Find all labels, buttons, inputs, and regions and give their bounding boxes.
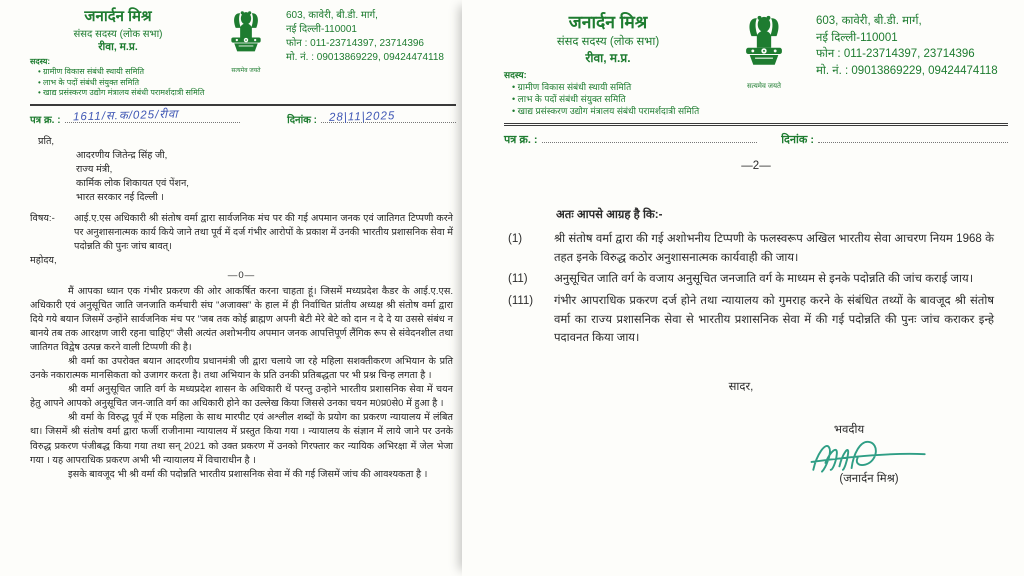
emblem-motto: सत्यमेव जयते — [231, 68, 261, 74]
letter-page-2 — [462, 0, 1024, 576]
request-item-number: (1) — [508, 233, 523, 246]
address-line: 603, कावेरी, बी.डी. मार्ग, — [816, 15, 922, 27]
date-label: दिनांक : — [287, 114, 317, 126]
subject-block — [30, 212, 453, 254]
ref-label: पत्र क्र. : — [30, 114, 61, 126]
date-label: दिनांक : — [781, 133, 814, 146]
committee-list — [504, 69, 712, 118]
recipient-line: कार्मिक लोक शिकायत एवं पेंशन, — [76, 177, 189, 189]
subject-text: आई.ए.एस अधिकारी श्री संतोष वर्मा द्वारा सार्वजनिक मंच पर की गई अपमान जनक एवं जातिगत टिप्पणी करने पर अनुशासनात्मक कार्य किये जाने तथा पूर्व में दर्ज गंभीर आरोपों के प्रकाश में उनकी भारतीय प्रशासनिक सेवा में पदोन्नति की पुनः जांच बावत्। — [74, 213, 453, 253]
handwritten-ref-number: 1611/स.क/025/रीवा — [72, 108, 179, 123]
phone-line: फोन : 011-23714397, 23714396 — [286, 38, 424, 49]
ashoka-emblem-icon — [737, 12, 791, 80]
salutation: महोदय, — [30, 255, 57, 267]
body-paragraph: श्री वर्मा के विरुद्ध पूर्व में एक महिला के साथ मारपीट एवं अश्लील शब्दों के प्रयोग का प्रकरण न्यायालय में लंबित था। जिसमें श्री संतोष वर्मा द्वारा फर्जी राजीनामा न्यायालय में प्रस्तुत किया गया । न्यायालय के संज्ञान में लाये जाने पर उनके विरुद्ध प्रकरण पंजीबद्ध किया गया तथा सन् 2021 को उक्त प्रकरण में उनको गिरफ्तार कर न्यायिक अभिरक्षा में जेल भेजा गया । यह आपराधिक प्रकरण अभी भी न्यायालय में विचाराधीन है । — [30, 412, 453, 466]
ref-label: पत्र क्र. : — [504, 133, 538, 146]
closing-word: भवदीय — [833, 423, 865, 436]
committee-item: • लाभ के पदों संबंधी संयुक्त समिति — [30, 78, 206, 88]
recipient-line: राज्य मंत्री, — [76, 163, 113, 175]
mp-name: जनार्दन मिश्र — [84, 8, 152, 25]
date-field — [781, 130, 1008, 148]
mobile-line: मो. नं. : 09013869229, 09424474118 — [286, 52, 444, 63]
page-number: —2— — [741, 159, 771, 172]
mobile-line: मो. नं. : 09013869229, 09424474118 — [816, 65, 998, 78]
request-item-number: (111) — [508, 295, 534, 308]
handwritten-date: 28|11|2025 — [328, 109, 396, 124]
letterhead — [30, 6, 456, 99]
mp-designation: संसद सदस्य (लोक सभा) — [556, 36, 660, 48]
date-field — [287, 110, 456, 128]
ref-date-row — [30, 104, 456, 128]
letter-body — [30, 135, 456, 482]
signatory-name: (जनार्दन मिश्र) — [839, 473, 899, 486]
mp-city: रीवा, म.प्र. — [98, 41, 138, 53]
members-label: सदस्य: — [30, 57, 51, 66]
letter-body — [504, 206, 1008, 486]
mp-city: रीवा, म.प्र. — [585, 51, 631, 65]
address-block — [816, 10, 998, 80]
signature-block — [794, 421, 944, 489]
letter-page-1 — [0, 0, 462, 576]
request-item-text: श्री संतोष वर्मा द्वारा की गई अशोभनीय टिप्पणी के फलस्वरूप अखिल भारतीय सेवा आचरण नियम 1968 के तहत इनके विरुद्ध कठोर अनुशासनात्मक कार्यवाही की जाय। — [554, 233, 994, 264]
request-item — [504, 292, 1008, 348]
committee-item: • ग्रामीण विकास संबंधी स्थायी समिति — [30, 67, 206, 77]
request-item-text: अनुसूचित जाति वर्ग के वजाय अनुसूचित जनजाति वर्ग के माध्यम से इनके पदोन्नति की जांच कराई जाय। — [554, 273, 974, 286]
mp-name: जनार्दन मिश्र — [568, 12, 648, 32]
ref-date-row — [504, 123, 1008, 148]
emblem-block — [210, 8, 282, 74]
letterhead-identity — [30, 6, 206, 99]
recipient-line: आदरणीय जितेन्द्र सिंह जी, — [76, 149, 168, 161]
address-line: नई दिल्ली-110001 — [286, 24, 357, 35]
section-divider: —0— — [227, 270, 256, 282]
request-item-text: गंभीर आपराधिक प्रकरण दर्ज होने तथा न्यायालय को गुमराह करने के संबंधित तथ्यों के बावजूद श्री संतोष वर्मा का राज्य प्रशासनिक सेवा से भारतीय प्रशासनिक सेवा में की गई पदोन्नति की पुनः जांच कराकर इन्हे पदावनत किया जाय। — [554, 295, 994, 345]
request-item — [504, 270, 1008, 289]
emblem-block — [718, 12, 810, 91]
members-label: सदस्य: — [504, 70, 527, 80]
phone-line: फोन : 011-23714397, 23714396 — [816, 48, 975, 61]
address-line: नई दिल्ली-110001 — [816, 31, 898, 44]
letterhead-identity — [504, 10, 712, 118]
request-item-number: (11) — [508, 273, 528, 286]
body-paragraph: इसके बावजूद भी श्री वर्मा की पदोन्नति भारतीय प्रशासनिक सेवा में की गई जिसमें जांच की आवश्यकता है । — [68, 468, 428, 480]
mp-designation: संसद सदस्य (लोक सभा) — [73, 29, 163, 40]
committee-item: • खाद्य प्रसंस्करण उद्योग मंत्रालय संबंधी परामर्शदात्री समिति — [504, 105, 712, 117]
letterhead — [504, 10, 1008, 118]
committee-item: • खाद्य प्रसंस्करण उद्योग मंत्रालय संबंधी परामर्शदात्री समिति — [30, 88, 206, 98]
request-item — [504, 230, 1008, 267]
emblem-motto: सत्यमेव जयते — [746, 83, 782, 90]
regards: सादर, — [728, 380, 754, 393]
recipient-block — [76, 149, 453, 205]
committee-list — [30, 57, 206, 99]
to-label: प्रति, — [38, 135, 55, 147]
ref-number-field — [504, 130, 757, 148]
body-paragraph: श्री वर्मा का उपरोक्त बयान आदरणीय प्रधानमंत्री जी द्वारा चलाये जा रहे महिला सशक्तीकरण अभियान के प्रति उनके नकारात्मक मानसिकता को उजागर करता है। तथा अभियान के प्रति उनकी प्रतिबद्धता पर भी प्रश्न चिन्ह लगता है । — [30, 355, 453, 382]
recipient-line: भारत सरकार नई दिल्ली । — [76, 191, 165, 203]
committee-item: • ग्रामीण विकास संबंधी स्थायी समिति — [504, 81, 712, 93]
body-paragraph: मैं आपका ध्यान एक गंभीर प्रकरण की ओर आकर्षित करना चाहता हूं। जिसमें मध्यप्रदेश कैडर के आई.ए.एस. अधिकारी एवं अनुसूचित जाति जनजाति कर्मचारी संघ "अजाक्स" के हाल में ही निर्वाचित प्रांतीय अध्यक्ष श्री संतोष वर्मा द्वारा दिये गये बयान जिसमें उन्होंने सार्वजनिक मंच पर "जब तक कोई ब्राह्मण अपनी बेटी मेरे बेटे को दान न दे दे या उससे संबंध न बानये तब तक आरक्षण जारी रहना चाहिए" जैसी अत्यंत अशोभनीय अपमान जनक आपत्तिपूर्ण लैंगिक रूप से संवेदनशील तथा जातिगत विद्वेष उत्पन्न करने वाली टिप्पणी की है। — [30, 285, 453, 353]
address-block — [286, 6, 444, 65]
ashoka-emblem-icon — [224, 8, 268, 64]
request-heading: अतः आपसे आग्रह है कि:- — [556, 208, 663, 221]
address-line: 603, कावेरी, बी.डी. मार्ग, — [286, 10, 378, 21]
subject-label: विषय:- — [30, 213, 55, 225]
body-paragraph: श्री वर्मा अनुसूचित जाति वर्ग के मध्यप्रदेश शासन के अधिकारी थें परन्तु उन्होने भारतीय प्रशासनिक सेवा में चयन हेतु आपने आपको अनुसूचित जन-जाति वर्ग का अधिकारी होने का उल्लेख किया जिससे उनका चयन म0प्र0से0 में हुआ है । — [30, 384, 453, 410]
ref-number-field — [30, 110, 240, 128]
committee-item: • लाभ के पदों संबंधी संयुक्त समिति — [504, 93, 712, 105]
